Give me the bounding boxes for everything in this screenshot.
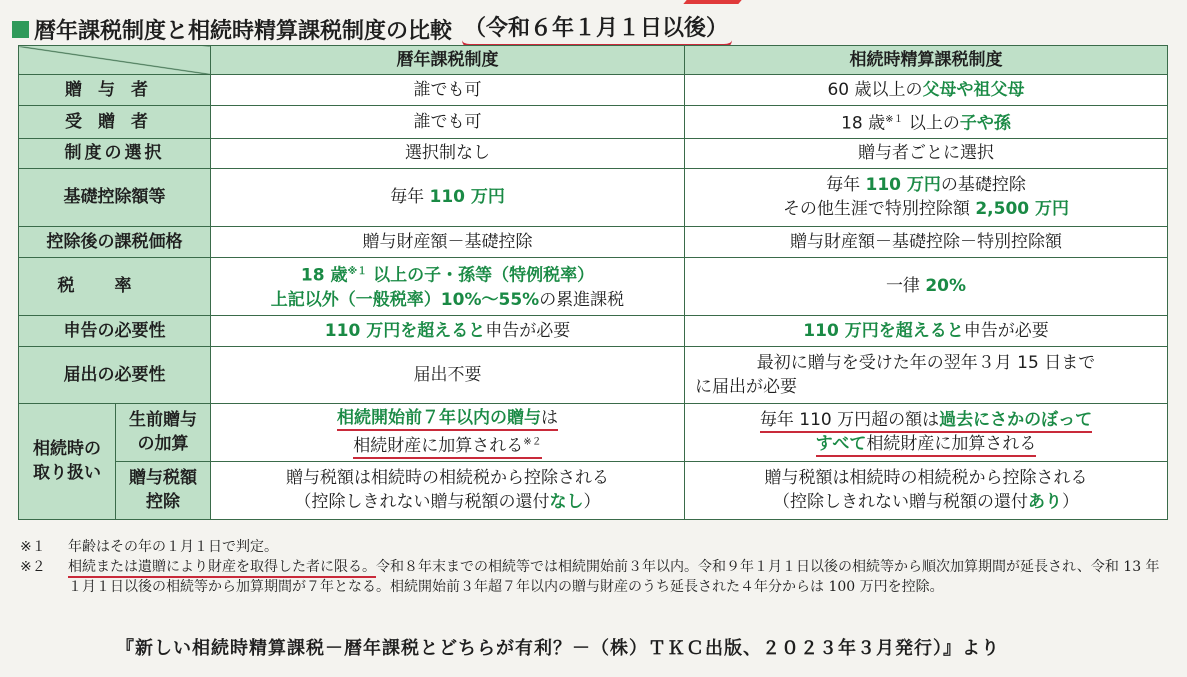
- text: ）: [583, 492, 601, 513]
- cell-donee-rekinen: 誰でも可: [211, 106, 685, 139]
- green-text: 父母や祖父母: [922, 80, 1025, 100]
- row-taxable: [19, 226, 1168, 257]
- source-citation: 『新しい相続時精算課税－暦年課税とどちらが有利？－（株）ＴＫＣ出版、２０２３年３月発行）』より: [116, 638, 1000, 659]
- line: の加算: [137, 434, 189, 455]
- cell-taxable-seisan: 贈与財産額－基礎控除－特別控除額: [685, 226, 1168, 257]
- text: （控除しきれない贈与税額の還付: [773, 492, 1028, 513]
- text: は: [541, 408, 558, 429]
- green-text: 110 万円を超えると: [803, 320, 964, 341]
- line: [689, 432, 1163, 456]
- text: 申告が必要: [485, 320, 571, 341]
- footnote-ref: ※２: [523, 436, 542, 448]
- row-filing: [19, 315, 1168, 346]
- text: 以上の: [903, 113, 960, 134]
- cell-rate-rekinen: [211, 257, 685, 315]
- row-donee: [19, 106, 1168, 139]
- text: ）: [1062, 492, 1079, 513]
- line: [215, 260, 680, 288]
- footnote-1: [20, 537, 1170, 557]
- title-text: 暦年課税制度と相続時精算課税制度の比較: [34, 18, 453, 44]
- green-text: 上記以外（一般税率）10%～55%: [270, 289, 540, 310]
- cell-donee-seisan: [685, 106, 1168, 139]
- row-deduction: [19, 168, 1168, 226]
- text: の累進課税: [539, 289, 625, 310]
- line: 生前贈与: [129, 410, 197, 431]
- green-text: 110 万円: [429, 187, 505, 208]
- row-label-deduction: 基礎控除額等: [19, 168, 211, 226]
- text: 相続財産に加算される: [866, 434, 1037, 455]
- cell-taxcredit-seisan: [685, 461, 1168, 519]
- line: [215, 406, 680, 430]
- line: [689, 490, 1163, 514]
- corner-cell: [19, 46, 211, 75]
- row-label-filing: 申告の必要性: [19, 315, 211, 346]
- row-label-notification: 届出の必要性: [19, 346, 211, 403]
- red-arrow-mark: [683, 0, 741, 4]
- row-selection: [19, 138, 1168, 168]
- cell-addback-rekinen: [211, 403, 685, 461]
- green-text: 20%: [925, 276, 967, 297]
- cell-taxcredit-rekinen: [211, 461, 685, 519]
- row-label-addback: [116, 403, 211, 461]
- cell-notification-rekinen: 届出不要: [211, 346, 685, 403]
- text: 毎年: [390, 187, 430, 208]
- green-text: 子や孫: [959, 113, 1011, 134]
- cell-filing-rekinen: [211, 315, 685, 346]
- row-label-taxcredit: [116, 461, 211, 519]
- underlined-text: [337, 408, 558, 431]
- text: 毎年: [826, 175, 866, 196]
- line: [215, 490, 680, 514]
- line: 贈与税額は相続時の相続税から控除される: [286, 468, 609, 489]
- line: [689, 408, 1163, 432]
- footnote-ref: ※１: [885, 114, 904, 125]
- footnote-text: [68, 557, 1170, 597]
- row-label-donor: 贈与者: [19, 75, 211, 106]
- footnote-mark: ※２: [20, 559, 46, 575]
- text: 以上の子・孫等（特例税率）: [367, 265, 595, 286]
- green-text: なし: [549, 492, 584, 513]
- green-text: 過去にさかのぼって: [939, 410, 1093, 431]
- green-text: 2,500 万円: [975, 199, 1070, 220]
- text: 一律: [885, 276, 926, 297]
- underlined-text: [353, 436, 541, 459]
- line: に届出が必要: [695, 376, 797, 397]
- cell-notification-seisan: [685, 346, 1168, 403]
- underlined-text: 相続または遺贈により財産を取得した者に限る。: [68, 559, 376, 578]
- text: 毎年 110 万円超の額: [759, 410, 923, 431]
- row-label-donee: 受贈者: [19, 106, 211, 139]
- line: [689, 173, 1163, 197]
- green-text: 110 万円: [865, 175, 941, 196]
- row-notification: [19, 346, 1168, 403]
- row-label-taxable: 控除後の課税価格: [19, 226, 211, 257]
- header-row: [19, 46, 1168, 75]
- footnote-ref: ※１: [347, 266, 368, 278]
- cell-filing-seisan: [685, 315, 1168, 346]
- cell-deduction-seisan: [685, 168, 1168, 226]
- underlined-text: [760, 410, 1092, 433]
- text: 60 歳以上の: [827, 80, 923, 100]
- page-title: [12, 14, 732, 44]
- row-inheritance-taxcredit: [19, 461, 1168, 519]
- green-text: すべて: [815, 434, 867, 455]
- row-label-rate: 税率: [19, 257, 211, 315]
- text: 18 歳: [841, 113, 886, 134]
- text: 申告が必要: [963, 320, 1049, 341]
- line: [689, 197, 1163, 221]
- line: 取り扱い: [33, 463, 101, 484]
- footnote-2: [20, 557, 1170, 597]
- line: [215, 288, 680, 312]
- footnote-text: 年齢はその年の１月１日で判定。: [68, 539, 278, 555]
- green-text: 110 万円を超えると: [324, 320, 486, 341]
- col-header-rekinen: 暦年課税制度: [211, 46, 685, 75]
- line: 贈与税額は相続時の相続税から控除される: [764, 468, 1088, 489]
- text: （控除しきれない贈与税額の還付: [294, 492, 550, 513]
- text: 令和８年末までの相続等では相続開始前３年以内。令和９年１月１日以後の相続等から順次加算期間が延長され、令和 13 年１月１日以後の相続等から加算期間が７年となる。相続開始前３年超７年以内の贈与財産のうち延長された４年分からは 100 万円を控除。: [68, 559, 1160, 595]
- line: 贈与税額: [129, 468, 197, 489]
- cell-rate-seisan: [685, 257, 1168, 315]
- text: その他生涯で特別控除額: [782, 199, 976, 220]
- line: [215, 430, 680, 458]
- row-donor: [19, 75, 1168, 106]
- line: 控除: [146, 492, 180, 513]
- text: 18 歳: [300, 265, 348, 286]
- cell-donor-seisan: [685, 75, 1168, 106]
- row-label-selection: 制度の選択: [19, 138, 211, 168]
- underlined-text: [816, 434, 1037, 457]
- text: 相続財産に加算される: [353, 435, 524, 456]
- cell-selection-rekinen: 選択制なし: [211, 138, 685, 168]
- green-text: 相続開始前７年以内の贈与: [337, 408, 541, 429]
- col-header-seisan: 相続時精算課税制度: [685, 46, 1168, 75]
- cell-taxable-rekinen: 贈与財産額－基礎控除: [211, 226, 685, 257]
- comparison-table: [18, 45, 1168, 520]
- line: 相続時の: [33, 439, 101, 460]
- cell-deduction-rekinen: [211, 168, 685, 226]
- row-rate: [19, 257, 1168, 315]
- green-square-bullet: [12, 21, 29, 38]
- title-date: （令和６年１月１日以後）: [462, 11, 732, 48]
- text: の基礎控除: [940, 175, 1026, 196]
- text: は: [922, 410, 940, 431]
- footnotes: [20, 537, 1170, 597]
- line: 最初に贈与を受けた年の翌年３月 15 日まで: [756, 352, 1096, 373]
- cell-addback-seisan: [685, 403, 1168, 461]
- green-text: あり: [1028, 492, 1062, 513]
- cell-donor-rekinen: 誰でも可: [211, 75, 685, 106]
- row-label-inheritance: [19, 403, 116, 519]
- row-inheritance-addback: [19, 403, 1168, 461]
- cell-selection-seisan: 贈与者ごとに選択: [685, 138, 1168, 168]
- footnote-mark: ※１: [20, 539, 46, 555]
